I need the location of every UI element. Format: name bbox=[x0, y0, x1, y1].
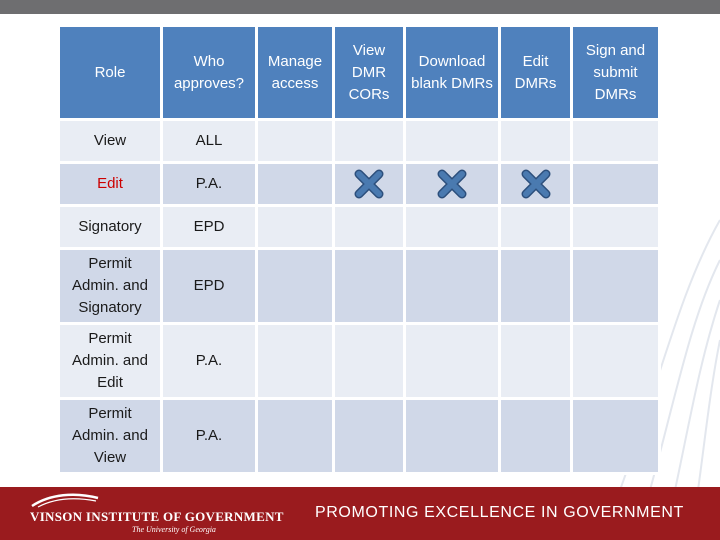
permission-cell bbox=[572, 249, 660, 324]
column-header: View DMR CORs bbox=[334, 26, 405, 120]
table-row bbox=[59, 206, 660, 249]
permission-cell bbox=[500, 324, 572, 399]
permission-cell bbox=[572, 120, 660, 163]
permission-cell bbox=[405, 206, 500, 249]
role-cell: Signatory bbox=[59, 206, 162, 249]
approver-cell: EPD bbox=[162, 249, 257, 324]
x-mark-icon bbox=[521, 169, 551, 199]
permission-cell bbox=[257, 163, 334, 206]
permission-cell bbox=[405, 399, 500, 474]
permission-cell bbox=[572, 324, 660, 399]
permission-cell bbox=[334, 324, 405, 399]
column-header: Role bbox=[59, 26, 162, 120]
permission-cell bbox=[257, 249, 334, 324]
permission-cell bbox=[257, 399, 334, 474]
permission-cell bbox=[500, 163, 572, 206]
permission-cell bbox=[405, 324, 500, 399]
permission-cell bbox=[334, 249, 405, 324]
x-mark-icon bbox=[437, 169, 467, 199]
institute-logo-name: VINSON INSTITUTE OF GOVERNMENT bbox=[30, 509, 284, 524]
table-body bbox=[59, 120, 660, 474]
institute-logo-subtitle: The University of Georgia bbox=[132, 525, 216, 534]
approver-cell: EPD bbox=[162, 206, 257, 249]
permission-cell bbox=[572, 399, 660, 474]
role-cell: Permit Admin. and View bbox=[59, 399, 162, 474]
role-cell: Permit Admin. and Signatory bbox=[59, 249, 162, 324]
table-row bbox=[59, 163, 660, 206]
column-header: Edit DMRs bbox=[500, 26, 572, 120]
approver-cell: P.A. bbox=[162, 324, 257, 399]
table-row bbox=[59, 249, 660, 324]
permission-cell bbox=[572, 163, 660, 206]
permission-cell bbox=[334, 206, 405, 249]
permission-cell bbox=[257, 120, 334, 163]
role-cell: View bbox=[59, 120, 162, 163]
permission-cell bbox=[500, 120, 572, 163]
role-cell: Permit Admin. and Edit bbox=[59, 324, 162, 399]
approver-cell: P.A. bbox=[162, 399, 257, 474]
table-row bbox=[59, 324, 660, 399]
table-row bbox=[59, 399, 660, 474]
permission-cell bbox=[334, 120, 405, 163]
column-header: Who approves? bbox=[162, 26, 257, 120]
logo-swoosh-icon bbox=[30, 492, 100, 508]
top-bar bbox=[0, 0, 720, 14]
footer-tagline: PROMOTING EXCELLENCE IN GOVERNMENT bbox=[315, 504, 684, 521]
column-header: Manage access bbox=[257, 26, 334, 120]
approver-cell: ALL bbox=[162, 120, 257, 163]
permission-cell bbox=[334, 399, 405, 474]
column-header: Sign and submit DMRs bbox=[572, 26, 660, 120]
permission-cell bbox=[500, 399, 572, 474]
approver-cell: P.A. bbox=[162, 163, 257, 206]
permission-cell bbox=[257, 324, 334, 399]
table-row bbox=[59, 120, 660, 163]
x-mark-icon bbox=[354, 169, 384, 199]
role-cell: Edit bbox=[59, 163, 162, 206]
permission-cell bbox=[405, 163, 500, 206]
roles-table bbox=[57, 24, 661, 475]
permission-cell bbox=[405, 120, 500, 163]
permission-cell bbox=[500, 206, 572, 249]
permission-cell bbox=[257, 206, 334, 249]
table-header-row bbox=[59, 26, 660, 120]
column-header: Download blank DMRs bbox=[405, 26, 500, 120]
permission-cell bbox=[500, 249, 572, 324]
permission-cell bbox=[334, 163, 405, 206]
permission-cell bbox=[572, 206, 660, 249]
permission-cell bbox=[405, 249, 500, 324]
footer-banner bbox=[0, 487, 720, 540]
